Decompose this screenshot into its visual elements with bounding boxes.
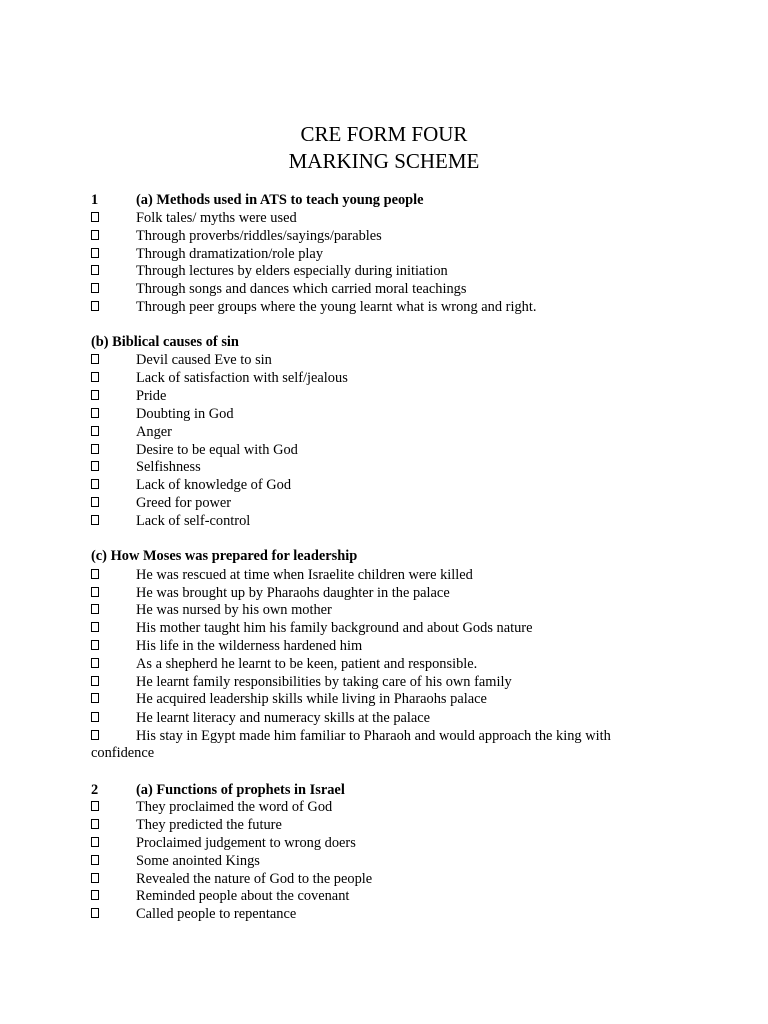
list-item-text: His life in the wilderness hardened him xyxy=(136,638,363,654)
list-item-text: Through lectures by elders especially during initiation xyxy=(136,263,448,279)
list-item-continuation: confidence xyxy=(91,745,155,761)
question-number: 2 xyxy=(91,782,99,798)
bullet-box-icon xyxy=(91,461,99,471)
list-item-text: His mother taught him his family background and about Gods nature xyxy=(136,620,533,636)
list-item-text: Some anointed Kings xyxy=(136,853,260,869)
list-item-text: They proclaimed the word of God xyxy=(136,799,333,815)
list-item-text: Anger xyxy=(136,424,172,440)
bullet-box-icon xyxy=(91,873,99,883)
bullet-box-icon xyxy=(91,390,99,400)
bullet-box-icon xyxy=(91,819,99,829)
bullet-box-icon xyxy=(91,693,99,703)
bullet-box-icon xyxy=(91,890,99,900)
list-item-text: Through songs and dances which carried moral teachings xyxy=(136,281,467,297)
bullet-box-icon xyxy=(91,712,99,722)
bullet-box-icon xyxy=(91,354,99,364)
section-heading: (b) Biblical causes of sin xyxy=(91,334,239,350)
list-item-text: He was nursed by his own mother xyxy=(136,602,332,618)
bullet-box-icon xyxy=(91,658,99,668)
bullet-box-icon xyxy=(91,497,99,507)
bullet-box-icon xyxy=(91,801,99,811)
section-heading: (a) Methods used in ATS to teach young people xyxy=(136,192,424,208)
list-item-text: They predicted the future xyxy=(136,817,282,833)
bullet-box-icon xyxy=(91,426,99,436)
bullet-box-icon xyxy=(91,569,99,579)
list-item-text: As a shepherd he learnt to be keen, patient and responsible. xyxy=(136,656,478,672)
bullet-box-icon xyxy=(91,212,99,222)
bullet-box-icon xyxy=(91,248,99,258)
bullet-box-icon xyxy=(91,479,99,489)
bullet-box-icon xyxy=(91,837,99,847)
list-item-text: Selfishness xyxy=(136,459,201,475)
list-item-text: He was rescued at time when Israelite children were killed xyxy=(136,567,473,583)
list-item-text: Devil caused Eve to sin xyxy=(136,352,272,368)
bullet-box-icon xyxy=(91,640,99,650)
list-item-text: Through peer groups where the young learnt what is wrong and right. xyxy=(136,299,537,315)
bullet-box-icon xyxy=(91,622,99,632)
bullet-box-icon xyxy=(91,855,99,865)
document-title-line-1: CRE FORM FOUR xyxy=(300,122,468,146)
bullet-box-icon xyxy=(91,372,99,382)
bullet-box-icon xyxy=(91,301,99,311)
list-item-text: Doubting in God xyxy=(136,406,234,422)
list-item-text: He acquired leadership skills while living in Pharaohs palace xyxy=(136,691,487,707)
bullet-box-icon xyxy=(91,230,99,240)
bullet-box-icon xyxy=(91,908,99,918)
bullet-box-icon xyxy=(91,444,99,454)
bullet-box-icon xyxy=(91,283,99,293)
bullet-box-icon xyxy=(91,408,99,418)
list-item-text: Folk tales/ myths were used xyxy=(136,210,297,226)
bullet-box-icon xyxy=(91,265,99,275)
question-number: 1 xyxy=(91,192,99,208)
list-item-text: Through dramatization/role play xyxy=(136,246,324,262)
section-heading: (c) How Moses was prepared for leadership xyxy=(91,548,358,564)
bullet-box-icon xyxy=(91,604,99,614)
bullet-box-icon xyxy=(91,587,99,597)
list-item-text: He learnt family responsibilities by taking care of his own family xyxy=(136,674,512,690)
bullet-box-icon xyxy=(91,515,99,525)
list-item-text: Lack of knowledge of God xyxy=(136,477,292,493)
list-item-text: Reminded people about the covenant xyxy=(136,888,350,904)
list-item-text: Desire to be equal with God xyxy=(136,442,298,458)
list-item-text: Lack of self-control xyxy=(136,513,251,529)
list-item-text: Called people to repentance xyxy=(136,906,297,922)
document-title-line-2: MARKING SCHEME xyxy=(288,149,480,173)
bullet-box-icon xyxy=(91,676,99,686)
section-heading: (a) Functions of prophets in Israel xyxy=(136,782,345,798)
list-item-text: Pride xyxy=(136,388,167,404)
list-item-text: His stay in Egypt made him familiar to Pharaoh and would approach the king with xyxy=(136,728,611,744)
bullet-box-icon xyxy=(91,730,99,740)
list-item-text: Greed for power xyxy=(136,495,232,511)
list-item-text: He learnt literacy and numeracy skills at the palace xyxy=(136,710,431,726)
list-item-text: Lack of satisfaction with self/jealous xyxy=(136,370,348,386)
list-item-text: Through proverbs/riddles/sayings/parables xyxy=(136,228,382,244)
list-item-text: He was brought up by Pharaohs daughter in the palace xyxy=(136,585,450,601)
list-item-text: Revealed the nature of God to the people xyxy=(136,871,373,887)
list-item-text: Proclaimed judgement to wrong doers xyxy=(136,835,356,851)
